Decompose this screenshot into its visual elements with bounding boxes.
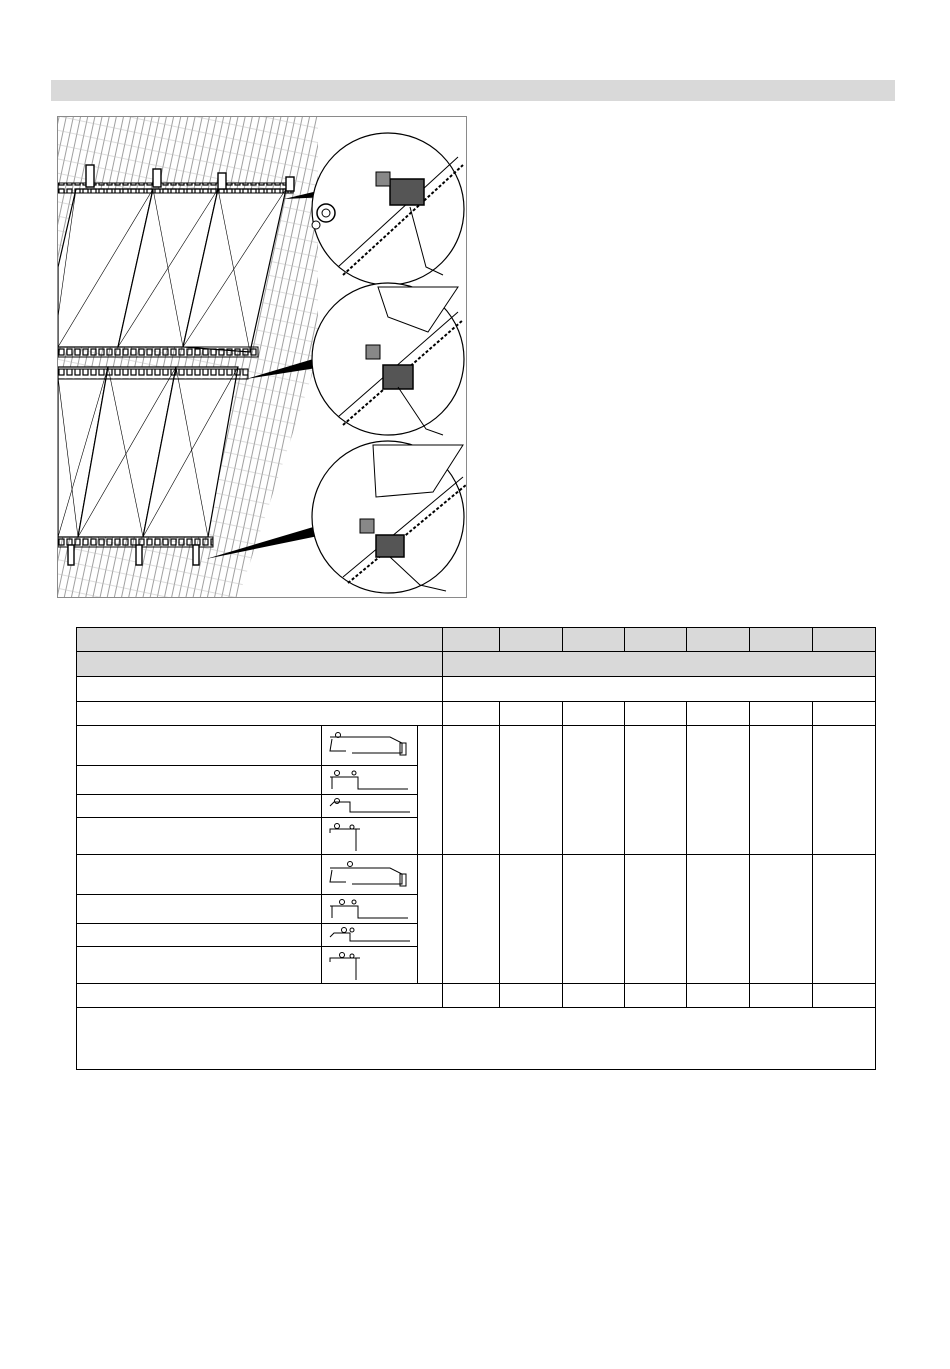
header-cell: [563, 628, 625, 652]
section-cell: [77, 652, 443, 677]
table-footnote: [77, 1008, 876, 1070]
table-row: [77, 984, 876, 1008]
detail-circle-2: [312, 283, 464, 435]
fixing-clip-flat-icon: [322, 766, 418, 795]
installation-figure: [57, 116, 467, 598]
fixing-clip-tiled-roof-icon: [322, 855, 418, 895]
header-cell: [77, 628, 443, 652]
fixing-clip-plain-icon: [322, 924, 418, 947]
header-cell: [813, 628, 876, 652]
fixing-clip-tiled-roof-icon: [322, 726, 418, 766]
roof-collector-drawing: [58, 117, 467, 598]
fixing-clip-anchor-icon: [322, 818, 418, 855]
table-section-row: [77, 652, 876, 677]
header-cell: [687, 628, 750, 652]
table-row: [77, 726, 876, 766]
fixing-clip-anchor-icon: [322, 947, 418, 984]
header-cell: [625, 628, 687, 652]
table-row: [77, 702, 876, 726]
table-footnote-row: [77, 1008, 876, 1070]
header-cell: [750, 628, 813, 652]
detail-circle-3: [312, 441, 466, 593]
fixing-clip-plain-icon: [322, 795, 418, 818]
header-cell: [500, 628, 563, 652]
fixing-clip-flat-icon: [322, 895, 418, 924]
table-header-row: [77, 628, 876, 652]
table-row: [77, 677, 876, 702]
header-cell: [443, 628, 500, 652]
section-cell: [443, 652, 876, 677]
section-header-bar: [51, 80, 895, 101]
table-row: [77, 855, 876, 895]
specification-table: [76, 627, 876, 1070]
detail-circle-1: [312, 133, 464, 285]
